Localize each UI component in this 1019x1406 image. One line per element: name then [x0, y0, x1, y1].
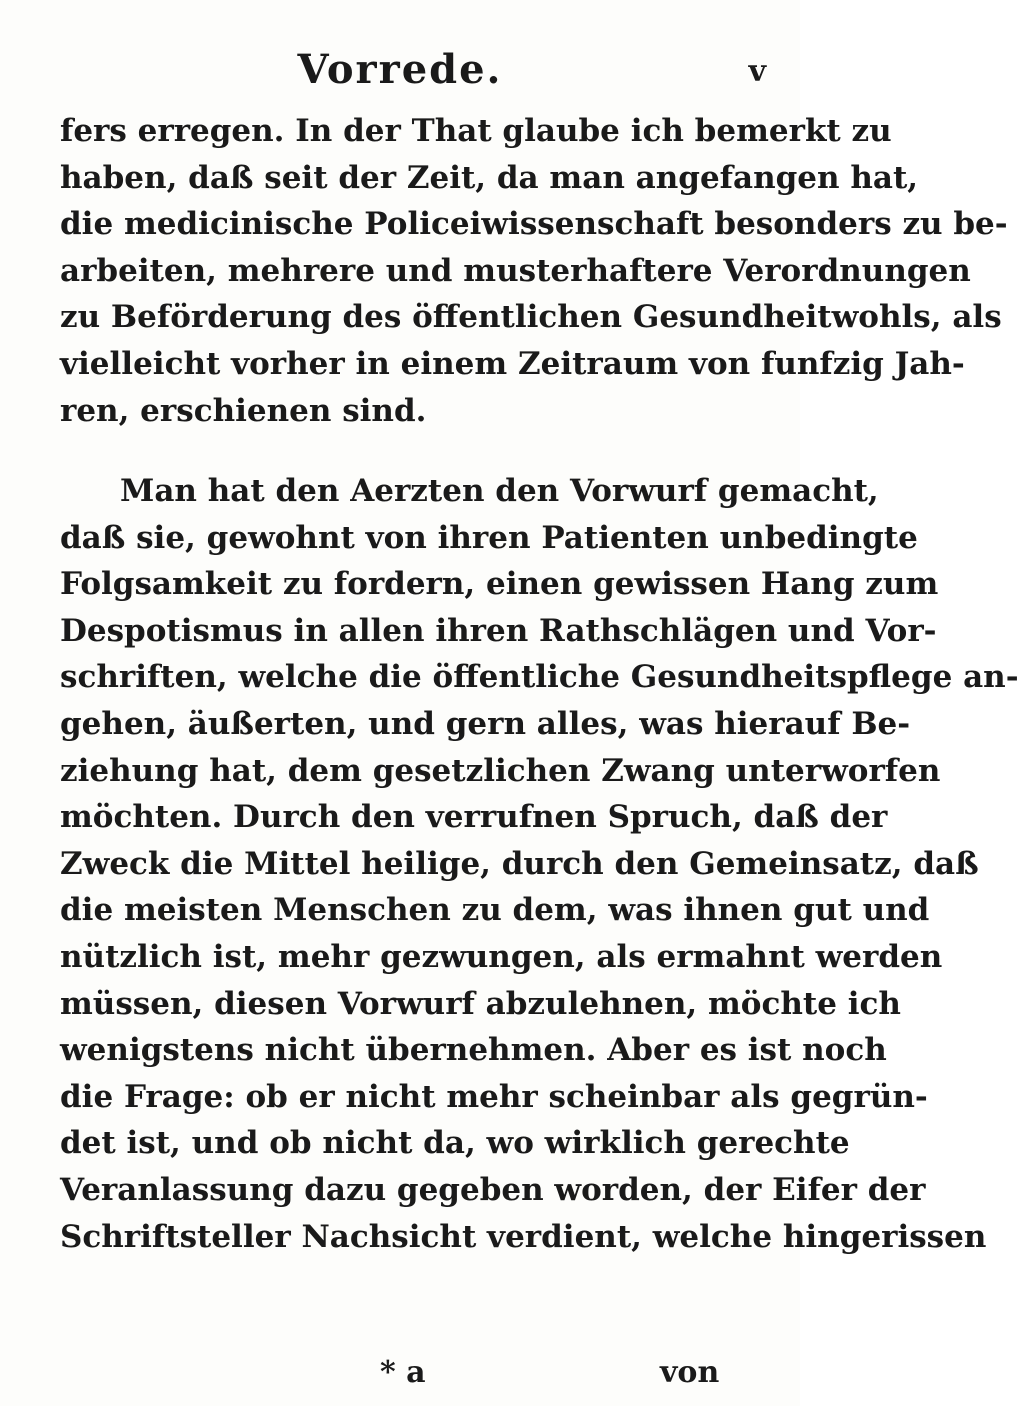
text-line: möchten. Durch den verrufnen Spruch, daß der — [60, 799, 888, 836]
paragraph-1 — [60, 108, 1008, 434]
text-line: müssen, diesen Vorwurf abzulehnen, möchte ich — [60, 985, 901, 1022]
text-line: det ist, und ob nicht da, wo wirklich gerechte — [60, 1125, 850, 1162]
running-head: Vorrede. — [297, 46, 503, 93]
text-line: Schriftsteller Nachsicht verdient, welche hingerissen — [60, 1218, 987, 1255]
text-line: schriften, welche die öffentliche Gesundheitspflege an- — [60, 659, 1019, 696]
text-line: fers erregen. In der That glaube ich bemerkt zu — [60, 113, 892, 149]
text-line: Veranlassung dazu gegeben worden, der Eifer der — [60, 1171, 926, 1208]
text-line: die medicinische Policeiwissenschaft besonders zu be- — [60, 206, 1008, 243]
text-line: Zweck die Mittel heilige, durch den Gemeinsatz, daß — [60, 845, 979, 882]
page-footer — [0, 1350, 800, 1396]
page-number: v — [748, 54, 766, 89]
text-line: nützlich ist, mehr gezwungen, als ermahnt werden — [60, 938, 943, 975]
text-line: Man hat den Aerzten den Vorwurf gemacht, — [120, 473, 879, 509]
page-header — [0, 40, 800, 100]
text-line: ziehung hat, dem gesetzlichen Zwang unterworfen — [60, 752, 941, 789]
text-line: zu Beförderung des öffentlichen Gesundheitwohls, als — [60, 299, 1002, 336]
text-line: wenigstens nicht übernehmen. Aber es ist noch — [60, 1032, 887, 1069]
text-line: die meisten Menschen zu dem, was ihnen gut und — [60, 892, 930, 929]
text-line: daß sie, gewohnt von ihren Patienten unbedingte — [60, 519, 918, 556]
text-line: ren, erschienen sind. — [60, 392, 427, 429]
text-line: arbeiten, mehrere und musterhaftere Verordnungen — [60, 252, 971, 289]
text-line: Despotismus in allen ihren Rathschlägen und Vor- — [60, 612, 937, 649]
text-line: gehen, äußerten, und gern alles, was hierauf Be- — [60, 705, 911, 742]
text-line: vielleicht vorher in einem Zeitraum von funfzig Jah- — [60, 345, 965, 382]
catchword: von — [660, 1355, 720, 1390]
text-line: die Frage: ob er nicht mehr scheinbar als gegrün- — [60, 1078, 928, 1115]
signature-mark: * a — [380, 1355, 426, 1390]
text-line: Folgsamkeit zu fordern, einen gewissen Hang zum — [60, 566, 939, 603]
paragraph-2 — [60, 468, 1019, 1260]
text-line: haben, daß seit der Zeit, da man angefangen hat, — [60, 159, 919, 196]
